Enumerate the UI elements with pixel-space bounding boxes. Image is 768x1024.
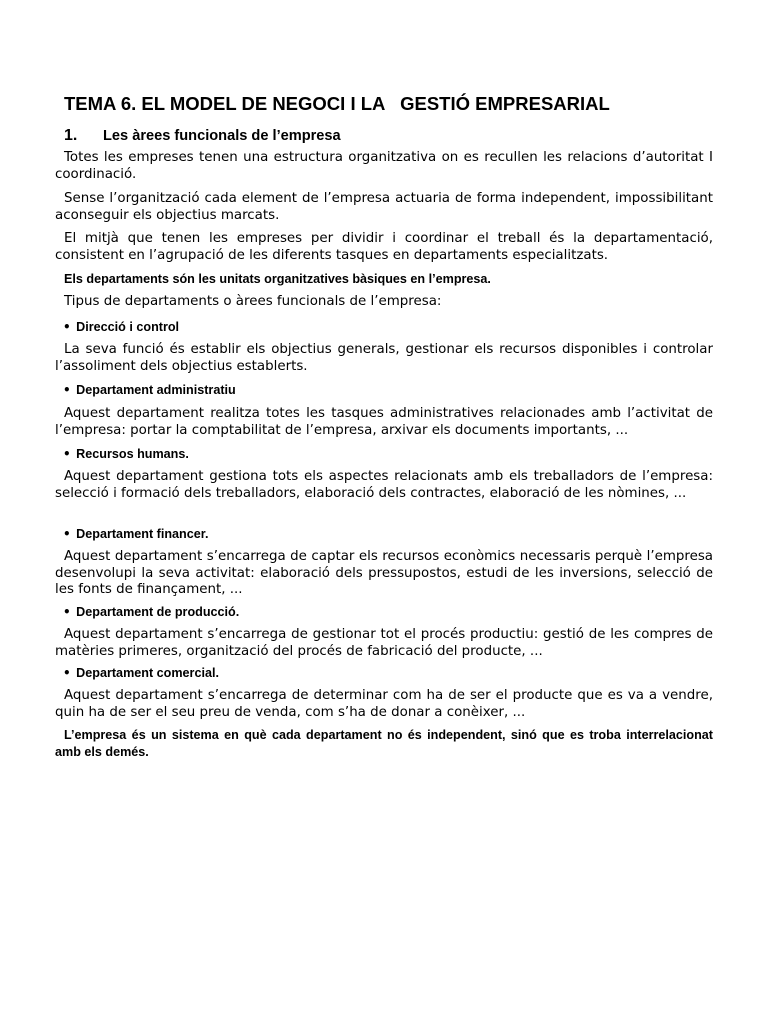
department-heading-recursos-humans: [63, 447, 713, 461]
section-heading-text: Les àrees funcionals de l’empresa: [103, 128, 341, 144]
closing-statement: L’empresa és un sistema en què cada departament no és independent, sinó que es troba interrelacionat amb els demés.: [55, 728, 713, 759]
department-name: Departament financer.: [76, 527, 209, 541]
intro-paragraph-3: El mitjà que tenen les empreses per dividir i coordinar el treball és la departamentació, consistent en l’agrupació de les diferents tasques en departaments especialitzats.: [55, 231, 713, 263]
department-heading-administratiu: [63, 383, 713, 397]
department-description-recursos-humans: Aquest departament gestiona tots els aspectes relacionats amb els treballadors de l’empresa: selecció i formació dels treballadors, elaboració dels contractes, elaboració de les nòmines, ...: [55, 469, 713, 501]
bullet-icon: •: [63, 447, 71, 461]
intro-paragraph-1: Totes les empreses tenen una estructura organitzativa on es recullen les relacions d’autoritat I coordinació.: [55, 150, 713, 182]
bullet-icon: •: [63, 605, 71, 619]
bullet-icon: •: [63, 320, 71, 334]
department-description-produccio: Aquest departament s’encarrega de gestionar tot el procés productiu: gestió de les compres de matèries primeres, organització del procés de fabricació del producte, ...: [55, 627, 713, 659]
document-title: TEMA 6. EL MODEL DE NEGOCI I LA GESTIÓ EMPRESARIAL: [64, 93, 610, 114]
department-name: Recursos humans.: [76, 447, 189, 461]
key-statement: Els departaments són les unitats organitzatives bàsiques en l’empresa.: [64, 272, 491, 286]
section-number: 1.: [64, 127, 78, 144]
department-description-comercial: Aquest departament s’encarrega de determinar com ha de ser el producte que es va a vendre, quin ha de ser el seu preu de venda, com s’ha de donar a conèixer, ...: [55, 688, 713, 720]
department-name: Departament de producció.: [76, 605, 240, 619]
department-heading-comercial: [63, 666, 713, 680]
department-description-financer: Aquest departament s’encarrega de captar els recursos econòmics necessaris perquè l’empresa desenvolupi la seva activitat: elaboració dels pressupostos, estudi de les inversions, selecció de les fonts de finançament, ...: [55, 549, 713, 597]
bullet-icon: •: [63, 527, 71, 541]
department-heading-direccio: [63, 320, 713, 334]
department-heading-financer: [63, 527, 713, 541]
list-intro: Tipus de departaments o àrees funcionals de l’empresa:: [64, 294, 442, 309]
section-heading: [64, 127, 714, 145]
bullet-icon: •: [63, 666, 71, 680]
department-heading-produccio: [63, 605, 713, 619]
department-name: Departament comercial.: [76, 666, 219, 680]
department-description-administratiu: Aquest departament realitza totes les tasques administratives relacionades amb l’activitat de l’empresa: portar la comptabilitat de l’empresa, arxivar els documents importants, ...: [55, 406, 713, 438]
department-description-direccio: La seva funció és establir els objectius generals, gestionar els recursos disponibles i controlar l’assoliment dels objectius establerts.: [55, 342, 713, 374]
department-name: Departament administratiu: [76, 383, 236, 397]
intro-paragraph-2: Sense l’organització cada element de l’empresa actuaria de forma independent, impossibilitant aconseguir els objectius marcats.: [55, 191, 713, 223]
department-name: Direcció i control: [76, 320, 180, 334]
bullet-icon: •: [63, 383, 71, 397]
